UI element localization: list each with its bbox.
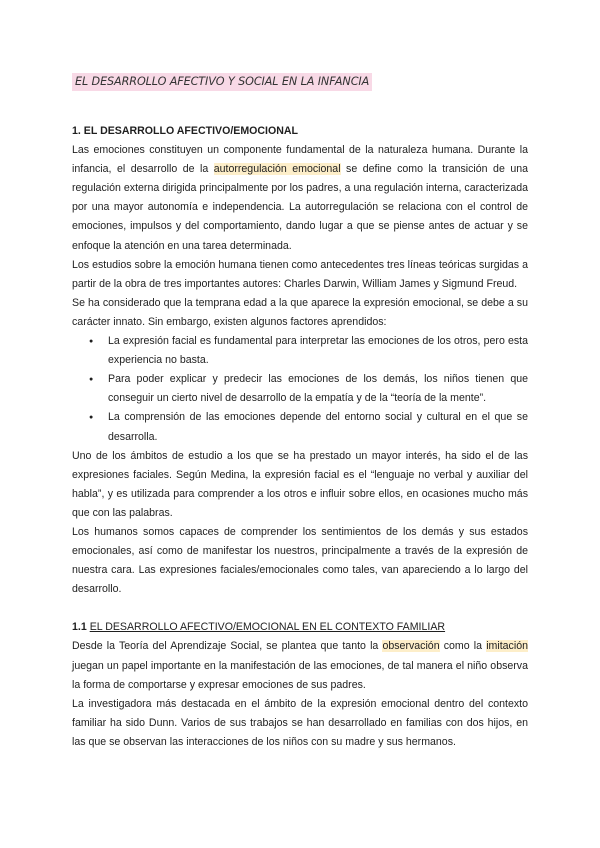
document-title: EL DESARROLLO AFECTIVO Y SOCIAL EN LA INFANCIA bbox=[72, 73, 372, 91]
subsection-number: 1.1 bbox=[72, 621, 87, 634]
subsection-heading bbox=[72, 618, 528, 637]
section-heading: 1. EL DESARROLLO AFECTIVO/EMOCIONAL bbox=[72, 125, 299, 137]
text-run: como la bbox=[439, 640, 487, 653]
highlight-imitacion: imitación bbox=[486, 640, 528, 653]
paragraph-dunn: La investigadora más destacada en el ámbito de la expresión emocional dentro del contexto familiar ha sido Dunn. Varios de sus trabajos se han desarrollado en familias con dos hijos, en las que se observan las interacciones de los niños con su madre y sus hermanos. bbox=[72, 697, 528, 748]
paragraph-estudios: Los estudios sobre la emoción humana tienen como antecedentes tres líneas teóricas surgidas a partir de la obra de tres importantes autores: Charles Darwin, William James y Sigmund Freud. bbox=[72, 258, 528, 290]
section-spacer bbox=[72, 599, 528, 618]
paragraph-aprendizaje-social bbox=[72, 637, 528, 694]
paragraph-humanos: Los humanos somos capaces de comprender los sentimientos de los demás y sus estados emocionales, así como de manifestar los nuestros, principalmente a través de la expresión de nuestra cara. Las expresiones faciales/emocionales como tales, van apareciendo a lo largo del desarrollo. bbox=[72, 525, 528, 596]
text-run: Las emociones constituyen un componente fundamental de la naturaleza humana. Durante la infancia, el desarrollo de la bbox=[72, 144, 528, 176]
highlight-observacion: observación bbox=[382, 640, 440, 653]
text-run: juegan un papel importante en la manifestación de las emociones, de tal manera el niño observa la forma de comportarse y expresar emociones de sus padres. bbox=[72, 659, 528, 691]
text-run: se define como la transición de una regulación externa dirigida principalmente por los padres, a una regulación interna, caracterizada por una mayor autonomía e independencia. La autorregulación se relaciona con el control de emociones, impulsos y del comportamiento, dando lugar a que se piense antes de actuar y se enfoque la atención en una tarea determinada. bbox=[72, 163, 529, 252]
paragraph-expresiones-faciales: Uno de los ámbitos de estudio a los que se ha prestado un mayor interés, ha sido el de las expresiones faciales. Según Medina, la expresión facial es el “lenguaje no verbal y auxiliar del habla”, y es utilizada para comprender a los otros e influir sobre ellos, en ocasiones mucho más que con las palabras. bbox=[72, 449, 528, 519]
document-body bbox=[72, 122, 528, 752]
list-item: ● Para poder explicar y predecir las emociones de los demás, los niños tienen que conseguir un cierto nivel de desarrollo de la empatía y de la “teoría de la mente”. bbox=[108, 370, 528, 408]
factors-list bbox=[72, 332, 528, 447]
subsection-title: EL DESARROLLO AFECTIVO/EMOCIONAL EN EL CONTEXTO FAMILIAR bbox=[89, 621, 446, 634]
highlight-autorregulacion: autorregulación emocional bbox=[213, 163, 341, 176]
paragraph-temprana-edad: Se ha considerado que la temprana edad a la que aparece la expresión emocional, se debe a su carácter innato. Sin embargo, existen algunos factores aprendidos: bbox=[72, 296, 528, 328]
text-run: Desde la Teoría del Aprendizaje Social, se plantea que tanto la bbox=[72, 640, 383, 653]
list-item: ● La comprensión de las emociones depende del entorno social y cultural en el que se desarrolla. bbox=[108, 408, 528, 446]
list-item: ● La expresión facial es fundamental para interpretar las emociones de los otros, pero esta experiencia no basta. bbox=[108, 332, 528, 370]
paragraph-autorregulacion bbox=[72, 141, 528, 256]
title-container bbox=[72, 72, 372, 91]
